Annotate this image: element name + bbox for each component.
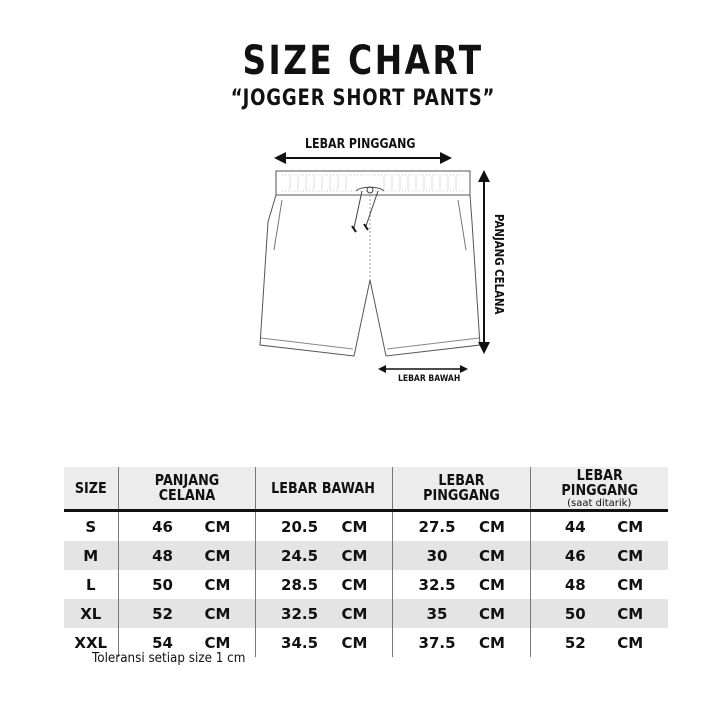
waist-stretched-cell-value: 52 <box>564 633 586 652</box>
unit-label: CM <box>479 546 505 565</box>
hem-cell <box>255 541 392 570</box>
unit-label: CM <box>617 546 644 565</box>
hem-cell-value: 24.5 <box>281 546 319 565</box>
unit-label: CM <box>341 633 368 652</box>
unit-label: CM <box>479 633 505 652</box>
unit-label: CM <box>617 517 644 536</box>
unit-label: CM <box>204 546 231 565</box>
hem-cell-value: 34.5 <box>281 633 319 652</box>
header-length: PANJANG CELANA <box>118 467 255 511</box>
unit-label: CM <box>617 575 644 594</box>
waist-stretched-cell <box>530 599 668 628</box>
waist-stretched-cell-value: 50 <box>564 604 586 623</box>
table-row <box>64 541 668 570</box>
waist-stretched-cell <box>530 570 668 599</box>
unit-label: CM <box>617 604 644 623</box>
waist-stretched-cell-value: 46 <box>564 546 586 565</box>
hem-cell-value: 20.5 <box>281 517 319 536</box>
unit-label: CM <box>479 517 505 536</box>
size-cell: S <box>85 517 97 536</box>
table-header-row <box>64 467 668 511</box>
size-table <box>64 467 668 657</box>
unit-label: CM <box>204 517 231 536</box>
header-waist-stretched-note: (saat ditarik) <box>567 497 632 509</box>
header-hem: LEBAR BAWAH <box>255 467 392 511</box>
unit-label: CM <box>341 604 368 623</box>
length-cell-value: 48 <box>152 546 173 565</box>
hem-cell-value: 28.5 <box>281 575 319 594</box>
size-cell: XXL <box>74 633 108 652</box>
waist-stretched-cell <box>530 541 668 570</box>
length-cell-value: 46 <box>152 517 173 536</box>
waist-cell <box>392 570 530 599</box>
waist-stretched-cell <box>530 511 668 542</box>
size-cell: L <box>85 575 96 594</box>
unit-label: CM <box>479 604 505 623</box>
page-subtitle: “JOGGER SHORT PANTS” <box>230 86 496 111</box>
length-cell <box>118 541 255 570</box>
hem-arrow <box>378 365 468 373</box>
waist-cell-value: 32.5 <box>418 575 456 594</box>
unit-label: CM <box>617 633 644 652</box>
page-title: SIZE CHART <box>242 38 484 84</box>
size-cell: M <box>64 541 118 570</box>
waist-cell <box>392 628 530 657</box>
table-row <box>64 570 668 599</box>
length-label: PANJANG CELANA <box>492 214 506 315</box>
size-cell: XL <box>64 599 118 628</box>
waist-cell <box>392 541 530 570</box>
waist-cell-value: 30 <box>426 546 448 565</box>
header-waist-stretched: LEBAR PINGGANG (saat ditarik) <box>530 467 668 511</box>
length-cell-value: 52 <box>152 604 173 623</box>
hem-cell <box>255 599 392 628</box>
waist-cell-value: 35 <box>426 604 448 623</box>
waist-cell-value: 37.5 <box>418 633 456 652</box>
unit-label: CM <box>341 517 368 536</box>
length-cell <box>118 511 255 542</box>
length-cell <box>118 599 255 628</box>
unit-label: CM <box>341 546 368 565</box>
waist-stretched-cell-value: 48 <box>564 575 586 594</box>
hem-cell <box>255 628 392 657</box>
length-arrow <box>478 170 490 354</box>
table-row <box>64 599 668 628</box>
length-cell-value: 54 <box>152 633 173 652</box>
hem-cell-value: 32.5 <box>281 604 319 623</box>
unit-label: CM <box>341 575 368 594</box>
waist-cell-value: 27.5 <box>418 517 456 536</box>
unit-label: CM <box>204 633 231 652</box>
unit-label: CM <box>204 575 231 594</box>
header-size: SIZE <box>64 467 118 511</box>
hem-label: LEBAR BAWAH <box>398 374 461 384</box>
unit-label: CM <box>479 575 505 594</box>
waist-stretched-cell-value: 44 <box>564 517 586 536</box>
waist-arrow <box>274 152 452 164</box>
header-waist: LEBAR PINGGANG <box>392 467 530 511</box>
waist-label: LEBAR PINGGANG <box>305 137 416 152</box>
waist-cell <box>392 511 530 542</box>
table-row <box>64 511 668 542</box>
length-cell <box>118 570 255 599</box>
hem-cell <box>255 570 392 599</box>
tolerance-note: Toleransi setiap size 1 cm <box>92 651 246 666</box>
hem-cell <box>255 511 392 542</box>
drawstring <box>354 187 384 228</box>
length-cell-value: 50 <box>152 575 173 594</box>
waist-stretched-cell <box>530 628 668 657</box>
waist-cell <box>392 599 530 628</box>
unit-label: CM <box>204 604 231 623</box>
